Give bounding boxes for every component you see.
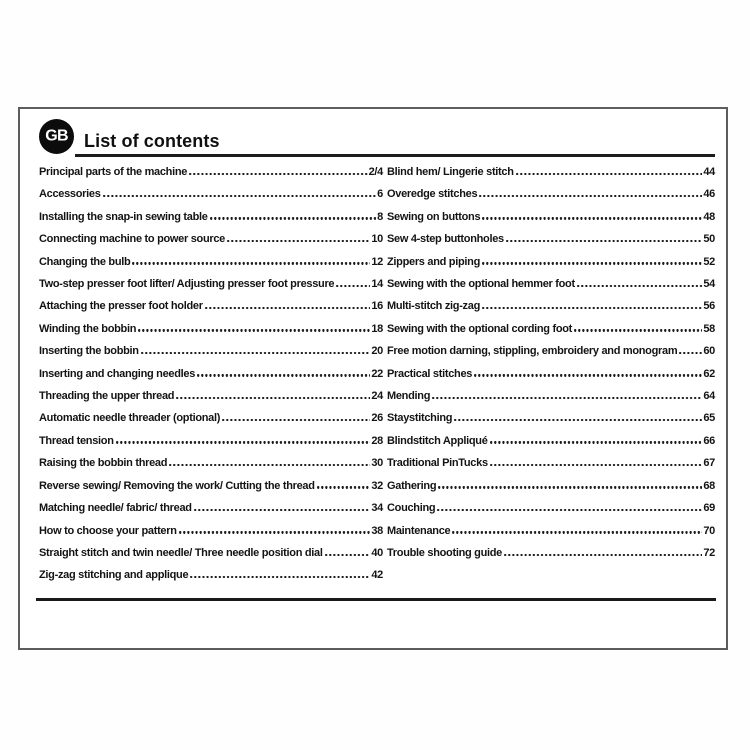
toc-entry-page-number: 60 xyxy=(703,345,715,358)
toc-entry-row xyxy=(387,295,715,317)
toc-entry-page-number: 66 xyxy=(703,434,715,447)
toc-columns xyxy=(39,161,715,587)
toc-entry-row xyxy=(39,318,383,340)
title-underline xyxy=(75,154,715,157)
toc-entry-label: Staystitching xyxy=(387,412,453,425)
toc-leader-dots xyxy=(138,329,370,331)
toc-entry-page-number: 6 xyxy=(377,188,383,201)
toc-entry-label: Sewing on buttons xyxy=(387,210,481,223)
toc-leader-dots xyxy=(176,397,370,399)
toc-entry-label: Raising the bobbin thread xyxy=(39,457,168,470)
toc-entry-label: Mending xyxy=(387,390,431,403)
toc-leader-dots xyxy=(482,217,702,219)
toc-entry-page-number: 28 xyxy=(371,434,383,447)
toc-entry-row xyxy=(387,340,715,362)
contents-header xyxy=(20,109,726,159)
toc-entry-row xyxy=(39,452,383,474)
toc-entry-label: Sew 4-step buttonholes xyxy=(387,233,504,246)
toc-entry-row xyxy=(387,273,715,295)
toc-leader-dots xyxy=(506,240,703,242)
toc-entry-label: Threading the upper thread xyxy=(39,390,175,403)
toc-entry-page-number: 52 xyxy=(703,255,715,268)
toc-entry-label: Two-step presser foot lifter/ Adjusting presser foot pressure xyxy=(39,278,335,291)
toc-entry-label: Accessories xyxy=(39,188,101,201)
gb-badge-label: GB xyxy=(45,127,68,144)
toc-leader-dots xyxy=(190,576,370,578)
toc-entry-label: Connecting machine to power source xyxy=(39,233,225,246)
toc-leader-dots xyxy=(574,329,702,331)
toc-entry-row xyxy=(39,497,383,519)
toc-leader-dots xyxy=(179,531,371,533)
toc-leader-dots xyxy=(227,240,370,242)
toc-entry-label: Straight stitch and twin needle/ Three needle position dial xyxy=(39,546,323,559)
toc-entry-page-number: 69 xyxy=(703,502,715,515)
toc-entry-row xyxy=(387,385,715,407)
toc-entry-page-number: 10 xyxy=(371,233,383,246)
toc-entry-page-number: 24 xyxy=(371,390,383,403)
toc-leader-dots xyxy=(222,419,370,421)
toc-entry-page-number: 22 xyxy=(371,367,383,380)
toc-entry-page-number: 30 xyxy=(371,457,383,470)
toc-entry-page-number: 64 xyxy=(703,390,715,403)
toc-entry-page-number: 65 xyxy=(703,412,715,425)
toc-leader-dots xyxy=(490,441,703,443)
toc-entry-row xyxy=(39,161,383,183)
toc-entry-row xyxy=(39,295,383,317)
toc-entry-label: Multi-stitch zig-zag xyxy=(387,300,480,313)
toc-entry-row xyxy=(387,430,715,452)
toc-entry-label: Installing the snap-in sewing table xyxy=(39,210,208,223)
toc-entry-page-number: 32 xyxy=(371,479,383,492)
toc-entry-label: Couching xyxy=(387,502,436,515)
toc-entry-row xyxy=(39,564,383,586)
toc-entry-page-number: 34 xyxy=(371,502,383,515)
toc-leader-dots xyxy=(103,195,377,197)
toc-entry-label: Automatic needle threader (optional) xyxy=(39,412,221,425)
toc-leader-dots xyxy=(116,441,371,443)
toc-entry-row xyxy=(39,340,383,362)
toc-entry-row xyxy=(39,430,383,452)
toc-leader-dots xyxy=(437,509,702,511)
toc-entry-row xyxy=(39,228,383,250)
toc-leader-dots xyxy=(454,419,702,421)
toc-leader-dots xyxy=(325,554,371,556)
toc-entry-row xyxy=(387,183,715,205)
toc-leader-dots xyxy=(317,486,371,488)
toc-leader-dots xyxy=(169,464,370,466)
toc-leader-dots xyxy=(141,352,371,354)
toc-entry-row xyxy=(387,452,715,474)
toc-right-column xyxy=(387,161,715,587)
toc-entry-label: Changing the bulb xyxy=(39,255,131,268)
toc-leader-dots xyxy=(482,262,702,264)
toc-entry-label: Inserting the bobbin xyxy=(39,345,139,358)
toc-leader-dots xyxy=(516,173,703,175)
toc-entry-row xyxy=(39,251,383,273)
toc-entry-page-number: 38 xyxy=(371,524,383,537)
toc-leader-dots xyxy=(490,464,703,466)
toc-leader-dots xyxy=(336,285,370,287)
toc-entry-row xyxy=(39,520,383,542)
gb-language-badge-icon xyxy=(39,119,74,154)
toc-entry-row xyxy=(387,497,715,519)
toc-entry-page-number: 26 xyxy=(371,412,383,425)
toc-entry-label: Maintenance xyxy=(387,524,451,537)
toc-leader-dots xyxy=(205,307,371,309)
toc-entry-label: Overedge stitches xyxy=(387,188,478,201)
toc-entry-page-number: 54 xyxy=(703,278,715,291)
toc-entry-row xyxy=(39,407,383,429)
footer-rule xyxy=(36,598,716,601)
toc-leader-dots xyxy=(197,374,370,376)
toc-entry-label: Inserting and changing needles xyxy=(39,367,196,380)
toc-leader-dots xyxy=(679,352,702,354)
toc-entry-label: Principal parts of the machine xyxy=(39,166,188,178)
toc-entry-page-number: 12 xyxy=(371,255,383,268)
toc-entry-row xyxy=(39,363,383,385)
toc-entry-label: Reverse sewing/ Removing the work/ Cutting the thread xyxy=(39,479,315,492)
toc-entry-page-number: 67 xyxy=(703,457,715,470)
toc-entry-row xyxy=(39,206,383,228)
toc-entry-page-number: 58 xyxy=(703,322,715,335)
toc-entry-page-number: 16 xyxy=(371,300,383,313)
toc-entry-page-number: 20 xyxy=(371,345,383,358)
toc-entry-page-number: 8 xyxy=(377,210,383,223)
toc-entry-row xyxy=(387,363,715,385)
toc-entry-page-number: 68 xyxy=(703,479,715,492)
toc-entry-label: Winding the bobbin xyxy=(39,322,137,335)
toc-entry-page-number: 46 xyxy=(703,188,715,201)
toc-entry-label: Sewing with the optional cording foot xyxy=(387,322,573,335)
toc-entry-label: Attaching the presser foot holder xyxy=(39,300,203,313)
toc-entry-row xyxy=(387,542,715,564)
toc-entry-page-number: 50 xyxy=(703,233,715,246)
toc-entry-row xyxy=(387,475,715,497)
toc-entry-page-number: 62 xyxy=(703,367,715,380)
toc-entry-page-number: 70 xyxy=(703,524,715,537)
toc-entry-page-number: 2/4 xyxy=(368,166,383,178)
toc-entry-page-number: 44 xyxy=(703,166,715,178)
toc-entry-label: Zig-zag stitching and applique xyxy=(39,569,189,582)
toc-entry-page-number: 14 xyxy=(371,278,383,291)
toc-leader-dots xyxy=(438,486,702,488)
toc-entry-row xyxy=(387,251,715,273)
toc-leader-dots xyxy=(194,509,371,511)
toc-entry-row xyxy=(39,542,383,564)
toc-leader-dots xyxy=(479,195,702,197)
toc-entry-row xyxy=(387,407,715,429)
toc-entry-page-number: 40 xyxy=(371,546,383,559)
toc-entry-label: Free motion darning, stippling, embroidery and monogram xyxy=(387,345,678,358)
page-title: List of contents xyxy=(84,131,220,151)
toc-entry-row xyxy=(39,475,383,497)
toc-leader-dots xyxy=(189,173,367,175)
toc-entry-label: Sewing with the optional hemmer foot xyxy=(387,278,575,291)
toc-entry-row xyxy=(39,273,383,295)
toc-leader-dots xyxy=(474,374,702,376)
toc-leader-dots xyxy=(504,554,702,556)
toc-entry-page-number: 18 xyxy=(371,322,383,335)
toc-entry-label: Blind hem/ Lingerie stitch xyxy=(387,166,514,178)
toc-entry-label: Thread tension xyxy=(39,434,114,447)
toc-entry-row xyxy=(387,318,715,340)
toc-entry-row xyxy=(387,228,715,250)
toc-entry-page-number: 72 xyxy=(703,546,715,559)
toc-leader-dots xyxy=(132,262,370,264)
toc-entry-row xyxy=(387,206,715,228)
toc-entry-label: Trouble shooting guide xyxy=(387,546,503,559)
toc-entry-page-number: 48 xyxy=(703,210,715,223)
toc-entry-label: Gathering xyxy=(387,479,437,492)
toc-entry-label: Matching needle/ fabric/ thread xyxy=(39,502,192,515)
toc-entry-row xyxy=(387,520,715,542)
toc-entry-page-number: 42 xyxy=(371,569,383,582)
toc-leader-dots xyxy=(577,285,703,287)
toc-entry-label: Practical stitches xyxy=(387,367,473,380)
toc-leader-dots xyxy=(482,307,702,309)
toc-entry-row xyxy=(387,161,715,183)
toc-left-column xyxy=(39,161,383,587)
toc-entry-page-number: 56 xyxy=(703,300,715,313)
toc-entry-row xyxy=(39,385,383,407)
toc-entry-label: Blindstitch Appliqué xyxy=(387,434,488,447)
toc-entry-label: How to choose your pattern xyxy=(39,524,177,537)
manual-contents-page xyxy=(18,107,728,650)
toc-entry-label: Zippers and piping xyxy=(387,255,480,268)
toc-entry-label: Traditional PinTucks xyxy=(387,457,488,470)
toc-entry-row xyxy=(39,183,383,205)
toc-leader-dots xyxy=(452,531,702,533)
toc-leader-dots xyxy=(432,397,702,399)
toc-leader-dots xyxy=(210,217,377,219)
